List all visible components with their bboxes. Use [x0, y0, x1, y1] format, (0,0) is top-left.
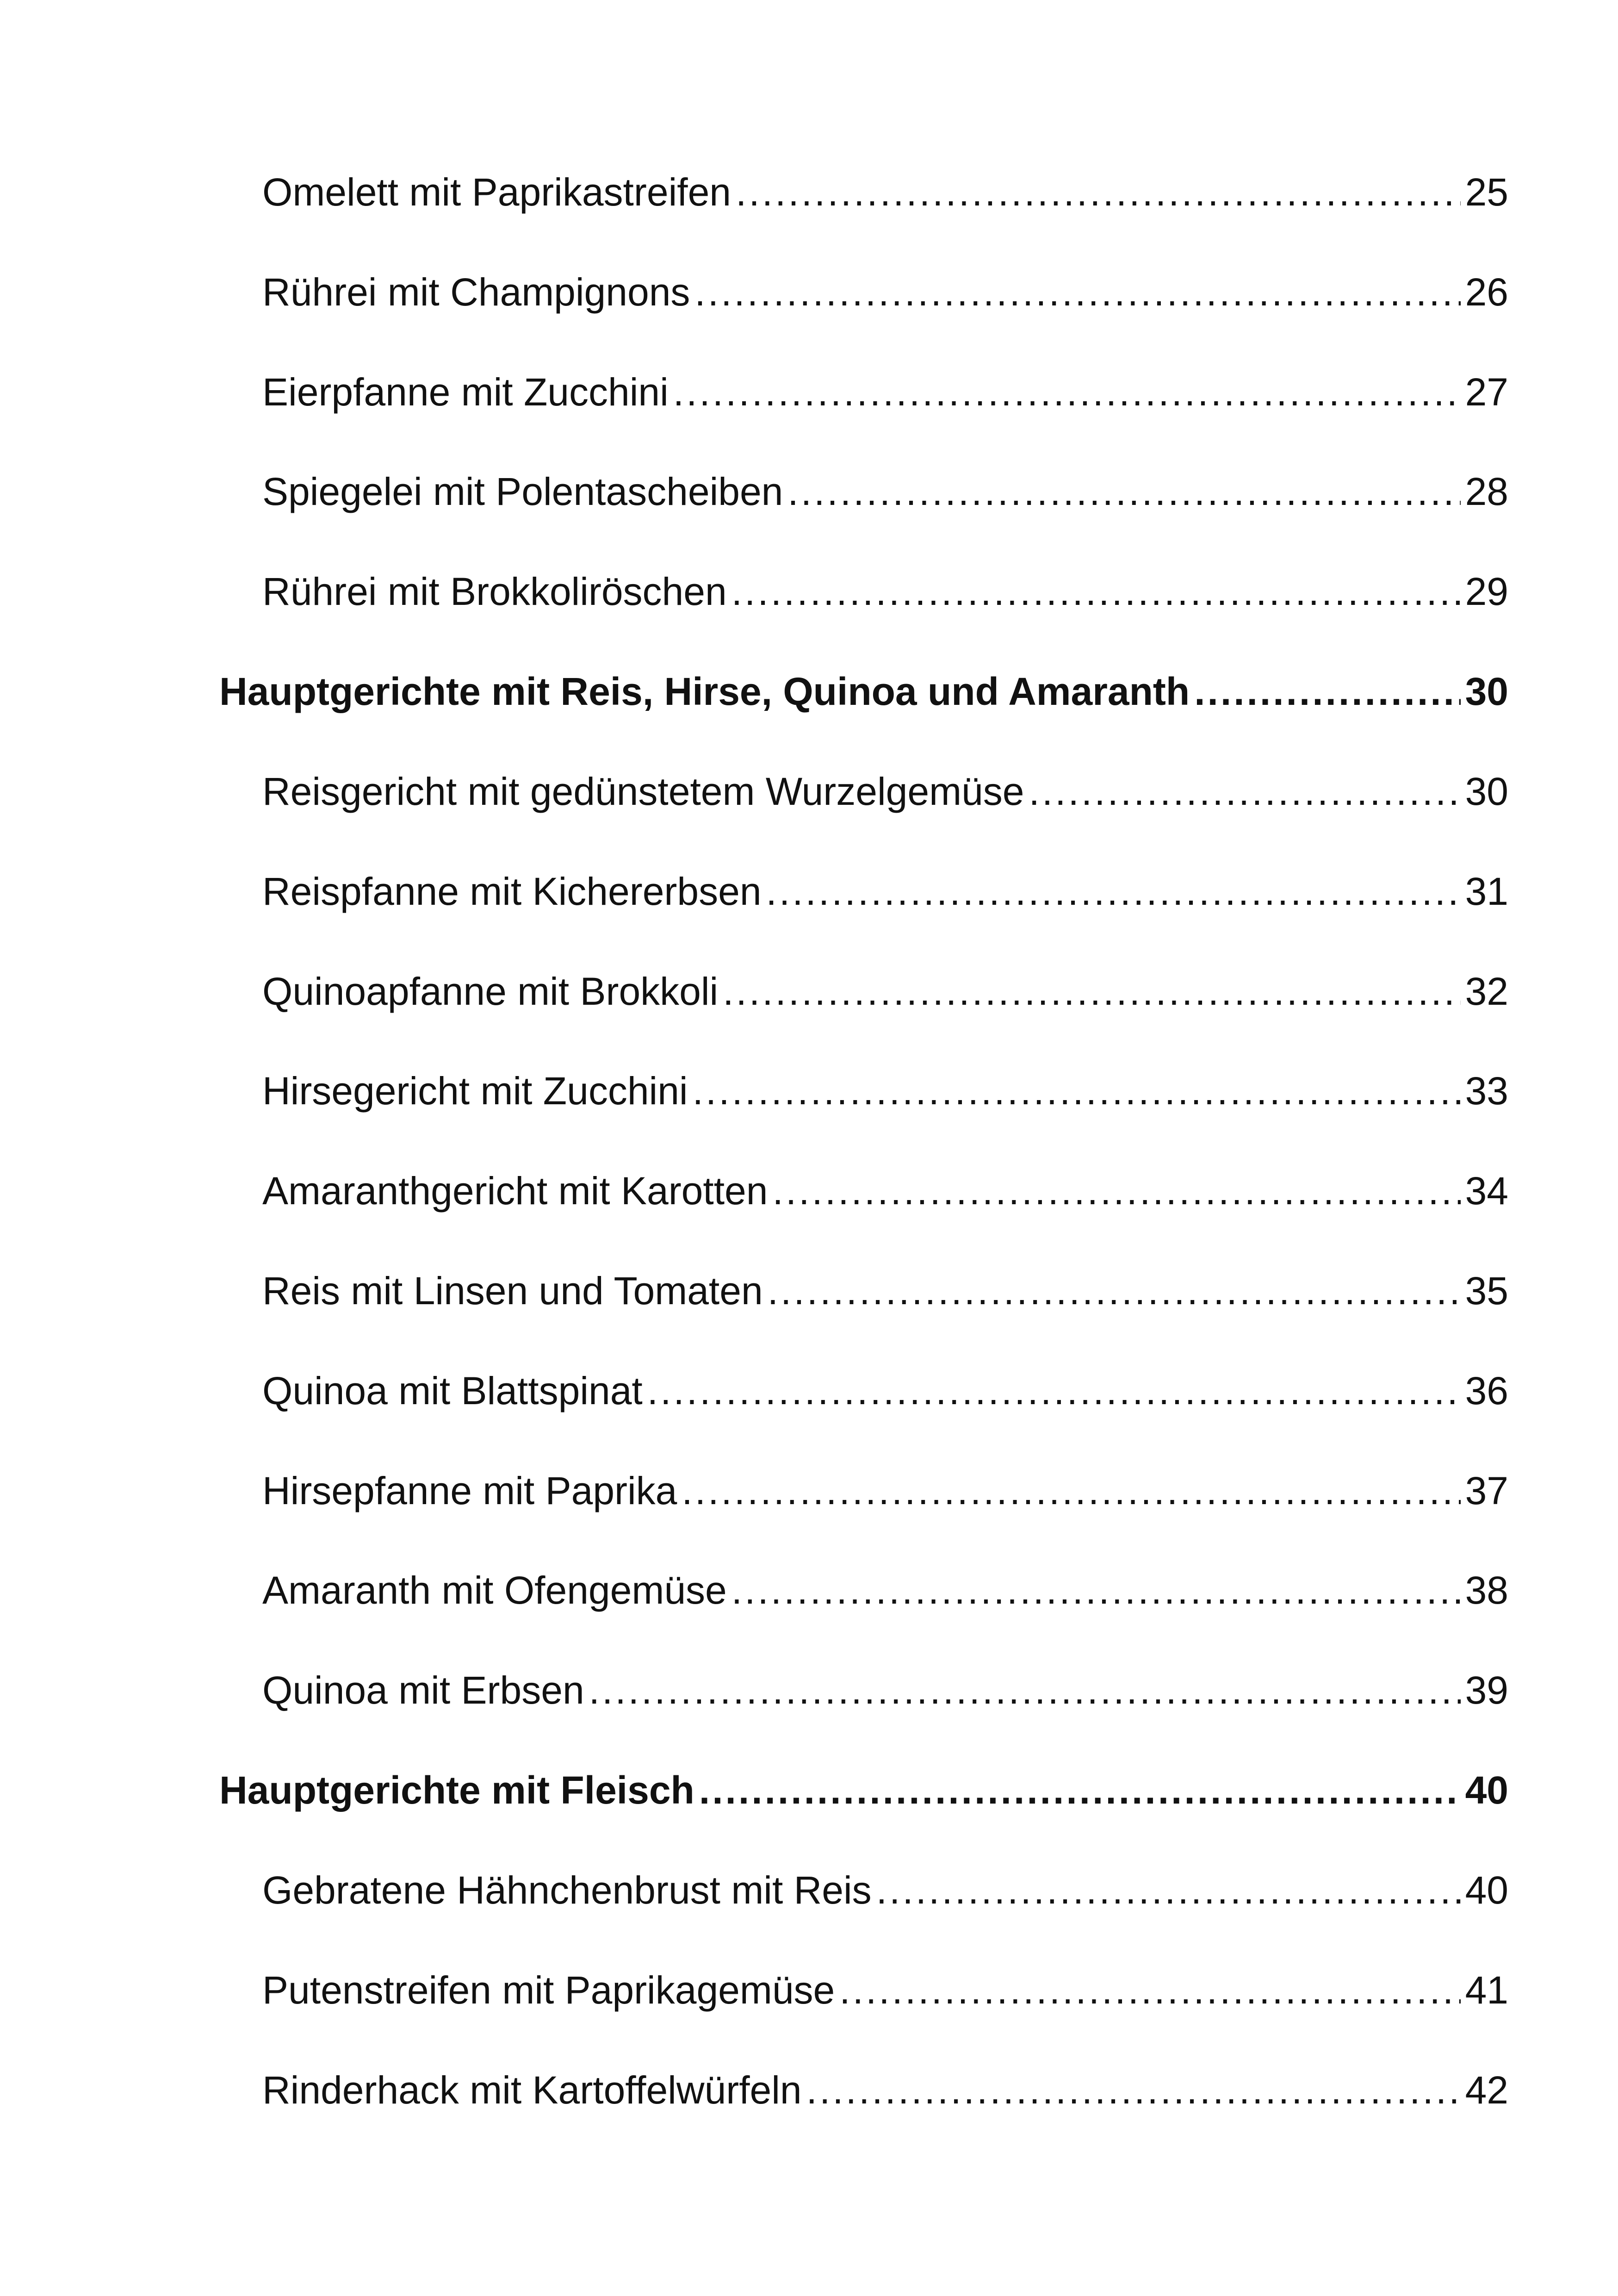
toc-entry-title: Quinoa mit Erbsen	[262, 1668, 584, 1712]
toc-entry[interactable]	[262, 1365, 1508, 1416]
toc-page-number: 41	[1465, 1968, 1508, 2012]
toc-page-number: 30	[1465, 770, 1508, 813]
toc-dot-leader	[699, 1765, 1461, 1816]
toc-entry[interactable]	[262, 1965, 1508, 2016]
toc-dot-leader	[736, 167, 1461, 218]
toc-dot-leader	[806, 2065, 1461, 2116]
toc-entry[interactable]	[262, 1065, 1508, 1116]
toc-page-number: 38	[1465, 1568, 1508, 1612]
toc-entry-title: Rührei mit Brokkoliröschen	[262, 570, 727, 613]
toc-entry[interactable]	[262, 566, 1508, 617]
toc-dot-leader	[839, 1965, 1460, 2016]
toc-page-number: 32	[1465, 970, 1508, 1013]
toc-dot-leader	[682, 1465, 1460, 1516]
toc-dot-leader	[766, 866, 1461, 917]
toc-entry[interactable]	[262, 1465, 1508, 1516]
toc-page-number: 33	[1465, 1069, 1508, 1113]
toc-entry-title: Spiegelei mit Polentascheiben	[262, 470, 783, 513]
toc-dot-leader	[876, 1865, 1461, 1916]
toc-page-number: 27	[1465, 370, 1508, 414]
toc-entry[interactable]	[262, 2065, 1508, 2116]
toc-dot-leader	[723, 966, 1460, 1017]
toc-dot-leader	[787, 466, 1460, 517]
toc-entry-title: Hirsepfanne mit Paprika	[262, 1469, 677, 1512]
toc-entry-title: Reisgericht mit gedünstetem Wurzelgemüse	[262, 770, 1024, 813]
toc-section-title: Hauptgerichte mit Reis, Hirse, Quinoa und Amaranth	[219, 670, 1190, 713]
toc-page-number: 25	[1465, 170, 1508, 214]
toc-page-number: 30	[1465, 670, 1508, 713]
toc-dot-leader	[1194, 666, 1460, 717]
toc-dot-leader	[768, 1265, 1461, 1316]
toc-entry-title: Putenstreifen mit Paprikagemüse	[262, 1968, 835, 2012]
toc-section-title: Hauptgerichte mit Fleisch	[219, 1768, 694, 1812]
toc-page-number: 40	[1465, 1868, 1508, 1912]
toc-entry-title: Rinderhack mit Kartoffelwürfeln	[262, 2068, 802, 2112]
toc-page-number: 42	[1465, 2068, 1508, 2112]
toc-entry[interactable]	[262, 1865, 1508, 1916]
toc-entry[interactable]	[262, 367, 1508, 417]
toc-entry-title: Hirsegericht mit Zucchini	[262, 1069, 688, 1113]
toc-dot-leader	[732, 1565, 1461, 1616]
toc-entry-title: Quinoapfanne mit Brokkoli	[262, 970, 719, 1013]
toc-entry[interactable]	[262, 267, 1508, 317]
toc-entry[interactable]	[262, 966, 1508, 1017]
toc-entry-title: Quinoa mit Blattspinat	[262, 1369, 643, 1412]
toc-entry[interactable]	[262, 1265, 1508, 1316]
toc-entry[interactable]	[262, 1565, 1508, 1616]
toc-page-number: 28	[1465, 470, 1508, 513]
toc-dot-leader	[673, 367, 1461, 417]
toc-section-heading[interactable]	[219, 1765, 1508, 1816]
toc-page-number: 34	[1465, 1169, 1508, 1213]
toc-dot-leader	[589, 1665, 1461, 1716]
toc-page-number: 35	[1465, 1269, 1508, 1313]
toc-page-number: 31	[1465, 870, 1508, 913]
toc-entry[interactable]	[262, 866, 1508, 917]
toc-dot-leader	[1029, 766, 1461, 817]
toc-page-number: 40	[1465, 1768, 1508, 1812]
toc-entry-title: Reis mit Linsen und Tomaten	[262, 1269, 763, 1313]
toc-entry[interactable]	[262, 1665, 1508, 1716]
toc-entry[interactable]	[262, 1165, 1508, 1216]
toc-page-number: 37	[1465, 1469, 1508, 1512]
toc-dot-leader	[773, 1165, 1461, 1216]
toc-section-heading[interactable]	[219, 666, 1508, 717]
toc-page-number: 36	[1465, 1369, 1508, 1412]
toc-dot-leader	[732, 566, 1461, 617]
toc-entry[interactable]	[262, 766, 1508, 817]
toc-entry-title: Eierpfanne mit Zucchini	[262, 370, 669, 414]
toc-entry-title: Rührei mit Champignons	[262, 270, 690, 314]
toc-page-number: 39	[1465, 1668, 1508, 1712]
toc-dot-leader	[694, 267, 1460, 317]
toc-entry-title: Amaranthgericht mit Karotten	[262, 1169, 768, 1213]
toc-entry-title: Gebratene Hähnchenbrust mit Reis	[262, 1868, 872, 1912]
toc-entry-title: Amaranth mit Ofengemüse	[262, 1568, 727, 1612]
toc-entry[interactable]	[262, 466, 1508, 517]
toc-dot-leader	[693, 1065, 1461, 1116]
toc-dot-leader	[647, 1365, 1461, 1416]
toc-entry-title: Reispfanne mit Kichererbsen	[262, 870, 762, 913]
toc-entry-title: Omelett mit Paprikastreifen	[262, 170, 732, 214]
toc-page-number: 26	[1465, 270, 1508, 314]
toc-page-number: 29	[1465, 570, 1508, 613]
toc-entry[interactable]	[262, 167, 1508, 218]
